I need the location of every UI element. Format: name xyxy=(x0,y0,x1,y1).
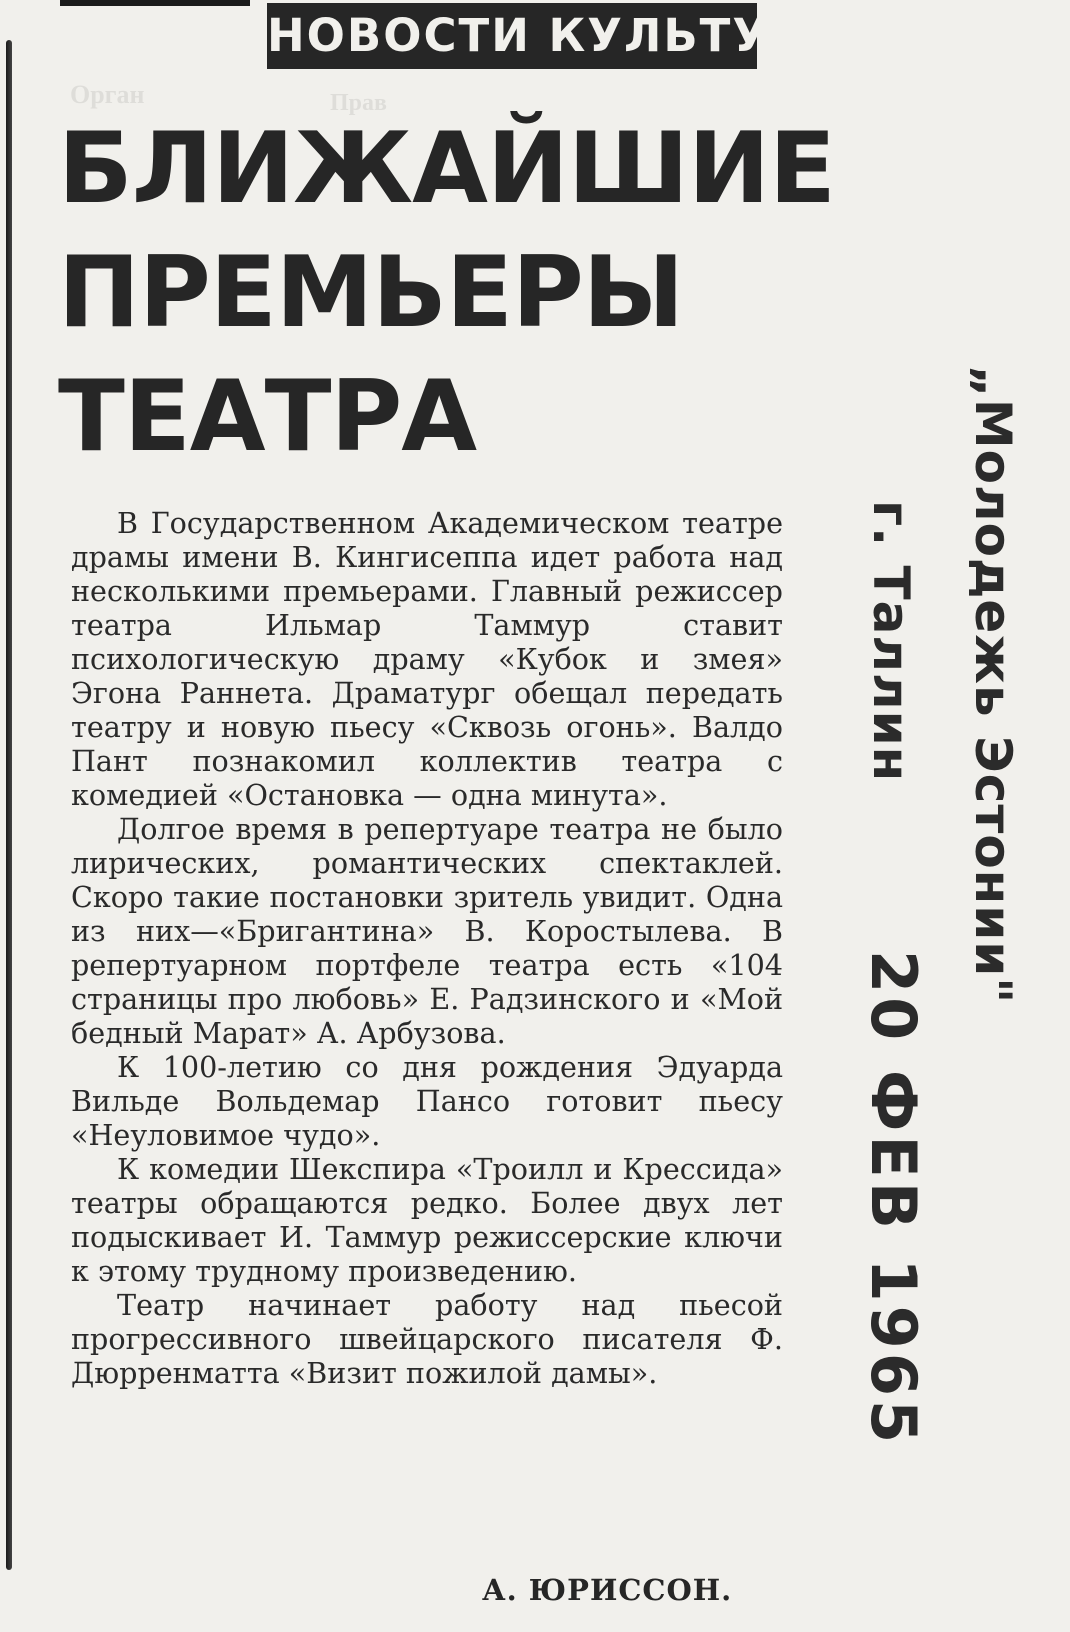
article-paragraph: Театр начинает работу над пьесой прогрессивного швейцарского писателя Ф. Дюрренматта «Визит пожилой дамы». xyxy=(71,1288,783,1390)
bleed-through-text: Орган xyxy=(70,80,145,109)
section-rubric: НОВОСТИ КУЛЬТУРЫ xyxy=(267,3,757,69)
headline-line-2: ПРЕМЬЕРЫ xyxy=(58,236,684,350)
headline-line-3: ТЕАТРА xyxy=(58,360,477,474)
author-signature: А. ЮРИССОН. xyxy=(482,1573,733,1607)
bleed-through-text: Прав xyxy=(330,90,387,116)
article-paragraph: К комедии Шекспира «Троилл и Крессида» театры обращаются редко. Более двух лет подыскивает И. Таммур режиссерские ключи к этому трудному произведению. xyxy=(71,1152,783,1288)
stamp-newspaper-name: „Молодежь Эстонии" xyxy=(964,365,1022,1005)
article-body xyxy=(71,506,783,1390)
article-paragraph: К 100-летию со дня рождения Эдуарда Вильде Вольдемар Пансо готовит пьесу «Неуловимое чудо». xyxy=(71,1050,783,1152)
article-paragraph: Долгое время в репертуаре театра не было лирических, романтических спектаклей. Скоро такие постановки зритель увидит. Одна из них—«Бригантина» В. Коростылева. В репертуарном портфеле театра есть «104 страницы про любовь» Е. Радзинского и «Мой бедный Марат» А. Арбузова. xyxy=(71,812,783,1050)
clipping-left-edge xyxy=(6,40,12,1570)
headline-line-1: БЛИЖАЙШИЕ xyxy=(58,112,835,226)
clipping-top-edge xyxy=(60,0,250,6)
stamp-date: 20 ФЕВ 1965 xyxy=(857,950,930,1448)
stamp-city: г. Таллин xyxy=(862,500,920,783)
article-paragraph: В Государственном Академическом театре драмы имени В. Кингисеппа идет работа над несколькими премьерами. Главный режиссер театра Ильмар Таммур ставит психологическую драму «Кубок и змея» Эгона Раннета. Драматург обещал передать театру и новую пьесу «Сквозь огонь». Валдо Пант познакомил коллектив театра с комедией «Остановка — одна минута». xyxy=(71,506,783,812)
